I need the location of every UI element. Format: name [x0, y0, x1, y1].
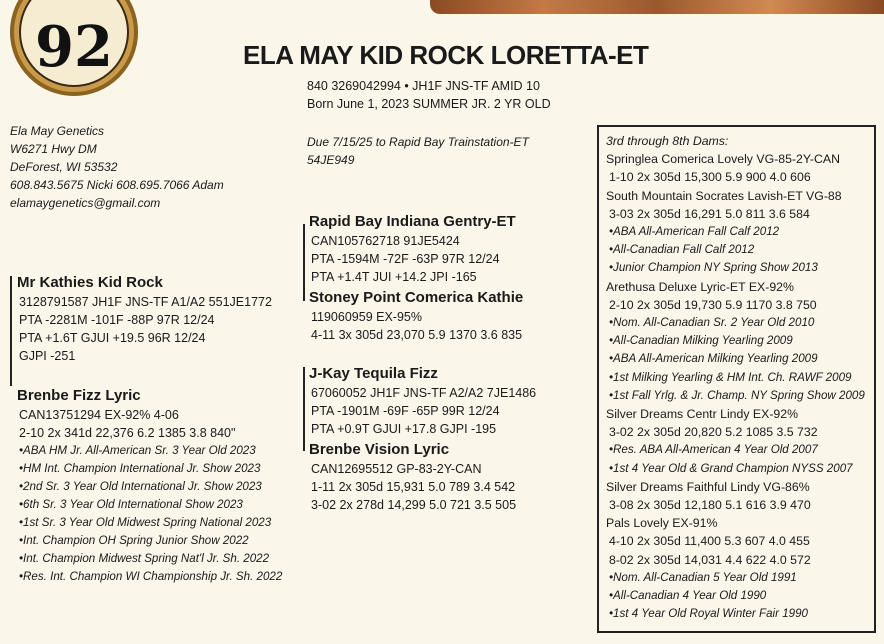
ancestor-dam-award: •1st Fall Yrlg. & Jr. Champ. NY Spring Show 2009: [609, 388, 865, 402]
extended-dams-box: [597, 125, 876, 633]
ancestor-dam-award: •ABA All-American Fall Calf 2012: [609, 225, 780, 239]
extended-dams-list: [606, 150, 874, 623]
due-line-2: 54JE949: [307, 153, 355, 167]
pedigree-line: [10, 276, 12, 386]
registration-line: 840 3269042994 • JH1F JNS-TF AMID 10: [307, 79, 540, 93]
sire-line: 3128791587 JH1F JNS-TF A1/A2 551JE1772: [19, 295, 272, 309]
header-decoration: [430, 0, 884, 14]
sire-sire-line: PTA -1594M -72F -63P 97R 12/24: [311, 252, 500, 266]
dam-sire-line: PTA +0.9T GJUI +17.8 GJPI -195: [311, 422, 497, 436]
dam-dam-line: 1-11 2x 305d 15,931 5.0 789 3.4 542: [311, 480, 516, 494]
ancestor-dam-name: South Mountain Socrates Lavish-ET VG-88: [606, 188, 842, 203]
dam-sire-line: 67060052 JH1F JNS-TF A2/A2 7JE1486: [311, 386, 537, 400]
ancestor-dam-record: 1-10 2x 305d 15,300 5.9 900 4.0 606: [609, 170, 811, 185]
consignor-city: DeForest, WI 53532: [10, 160, 118, 174]
ancestor-dam-award: •1st 4 Year Old Royal Winter Fair 1990: [609, 607, 808, 621]
ancestor-dam-award: •All-Canadian 4 Year Old 1990: [609, 589, 767, 603]
ancestor-dam-record: 2-10 2x 305d 19,730 5.9 1170 3.8 750: [609, 297, 817, 312]
consignor-email[interactable]: elamaygenetics@gmail.com: [10, 196, 161, 210]
lot-number-badge: [10, 0, 138, 96]
sire-name: Mr Kathies Kid Rock: [17, 274, 163, 291]
ancestor-dam-award: •1st Milking Yearling & HM Int. Ch. RAWF 2009: [609, 370, 852, 384]
ancestor-dam-name: Arethusa Deluxe Lyric-ET EX-92%: [606, 279, 794, 294]
ancestor-dam-name: Silver Dreams Centr Lindy EX-92%: [606, 407, 799, 422]
dam-award: •1st Sr. 3 Year Old Midwest Spring National 2023: [19, 516, 272, 529]
page-title: ELA MAY KID ROCK LORETTA-ET: [243, 40, 649, 70]
ancestor-dam-award: •1st 4 Year Old & Grand Champion NYSS 2007: [609, 461, 853, 475]
sire-line: PTA +1.6T GJUI +19.5 96R 12/24: [19, 331, 206, 345]
ancestor-dam-record: 3-03 2x 305d 16,291 5.0 811 3.6 584: [609, 206, 810, 221]
ancestor-dam-record: 8-02 2x 305d 14,031 4.4 622 4.0 572: [609, 552, 811, 567]
ancestor-dam-name: Silver Dreams Faithful Lindy VG-86%: [606, 479, 810, 494]
ancestor-dam-record: 3-08 2x 305d 12,180 5.1 616 3.9 470: [609, 498, 811, 513]
pedigree-line: [303, 224, 305, 301]
ancestor-dam-award: •ABA All-American Milking Yearling 2009: [609, 352, 818, 366]
dam-name: Brenbe Fizz Lyric: [17, 387, 141, 404]
extended-dams-heading: 3rd through 8th Dams:: [606, 134, 729, 148]
ancestor-dam-record: 3-02 2x 305d 20,820 5.2 1085 3.5 732: [609, 425, 818, 440]
sire-dam-line: 119060959 EX-95%: [311, 310, 422, 324]
sire-line: GJPI -251: [19, 349, 76, 363]
dam-dam-line: CAN12695512 GP-83-2Y-CAN: [311, 462, 482, 476]
dam-sire: [309, 364, 536, 438]
ancestor-dam-award: •All-Canadian Milking Yearling 2009: [609, 334, 793, 348]
ancestor-dam-award: •All-Canadian Fall Calf 2012: [609, 243, 755, 257]
sire-sire-line: CAN105762718 91JE5424: [311, 234, 460, 248]
ancestor-dam-award: •Junior Champion NY Spring Show 2013: [609, 261, 818, 275]
dam-line: 2-10 2x 341d 22,376 6.2 1385 3.8 840": [19, 426, 236, 440]
consignor-address: W6271 Hwy DM: [10, 142, 97, 156]
ancestor-dam-award: •Nom. All-Canadian 5 Year Old 1991: [609, 570, 797, 584]
consignor-phones: 608.843.5675 Nicki 608.695.7066 Adam: [10, 178, 224, 192]
due-date: [307, 133, 529, 169]
dam-sire-name: J-Kay Tequila Fizz: [309, 365, 438, 382]
ancestor-dam-award: •Nom. All-Canadian Sr. 2 Year Old 2010: [609, 316, 815, 330]
birth-line: Born June 1, 2023 SUMMER JR. 2 YR OLD: [307, 97, 551, 111]
sire-dam: [309, 288, 523, 344]
dam-dam-name: Brenbe Vision Lyric: [309, 441, 450, 458]
sire-dam-name: Stoney Point Comerica Kathie: [309, 289, 524, 306]
lot-number: 92: [35, 14, 113, 80]
dam-sire-line: PTA -1901M -69F -65P 99R 12/24: [311, 404, 500, 418]
sire-line: PTA -2281M -101F -88P 97R 12/24: [19, 313, 215, 327]
dam-award: •Int. Champion OH Spring Junior Show 2022: [19, 534, 249, 547]
dam-dam-line: 3-02 2x 278d 14,299 5.0 721 3.5 505: [311, 498, 517, 512]
ancestor-dam-record: 4-10 2x 305d 11,400 5.3 607 4.0 455: [609, 534, 810, 549]
due-line-1: Due 7/15/25 to Rapid Bay Trainstation-ET: [307, 135, 529, 149]
sire-sire: [309, 212, 516, 286]
sire-dam-line: 4-11 3x 305d 23,070 5.9 1370 3.6 835: [311, 328, 523, 342]
ancestor-dam-award: •Res. ABA All-American 4 Year Old 2007: [609, 443, 818, 457]
sire-sire-name: Rapid Bay Indiana Gentry-ET: [309, 213, 516, 230]
dam-dam: [309, 440, 516, 514]
dam: [17, 386, 282, 586]
ancestor-dam-name: Pals Lovely EX-91%: [606, 516, 718, 531]
ancestor-dam-name: Springlea Comerica Lovely VG-85-2Y-CAN: [606, 152, 840, 167]
dam-award: •2nd Sr. 3 Year Old International Jr. Show 2023: [19, 480, 262, 493]
dam-award: •Res. Int. Champion WI Championship Jr. Sh. 2022: [19, 570, 283, 583]
sire: [17, 273, 272, 365]
consignor-name: Ela May Genetics: [10, 124, 105, 138]
dam-award: •6th Sr. 3 Year Old International Show 2023: [19, 498, 243, 511]
dam-award: •ABA HM Jr. All-American Sr. 3 Year Old 2023: [19, 444, 256, 457]
sire-sire-line: PTA +1.4T JUI +14.2 JPI -165: [311, 270, 477, 284]
dam-line: CAN13751294 EX-92% 4-06: [19, 408, 179, 422]
consignor-block: [10, 122, 224, 212]
pedigree-line: [303, 367, 305, 451]
dam-award: •Int. Champion Midwest Spring Nat'l Jr. Sh. 2022: [19, 552, 270, 565]
dam-award: •HM Int. Champion International Jr. Show 2023: [19, 462, 261, 475]
